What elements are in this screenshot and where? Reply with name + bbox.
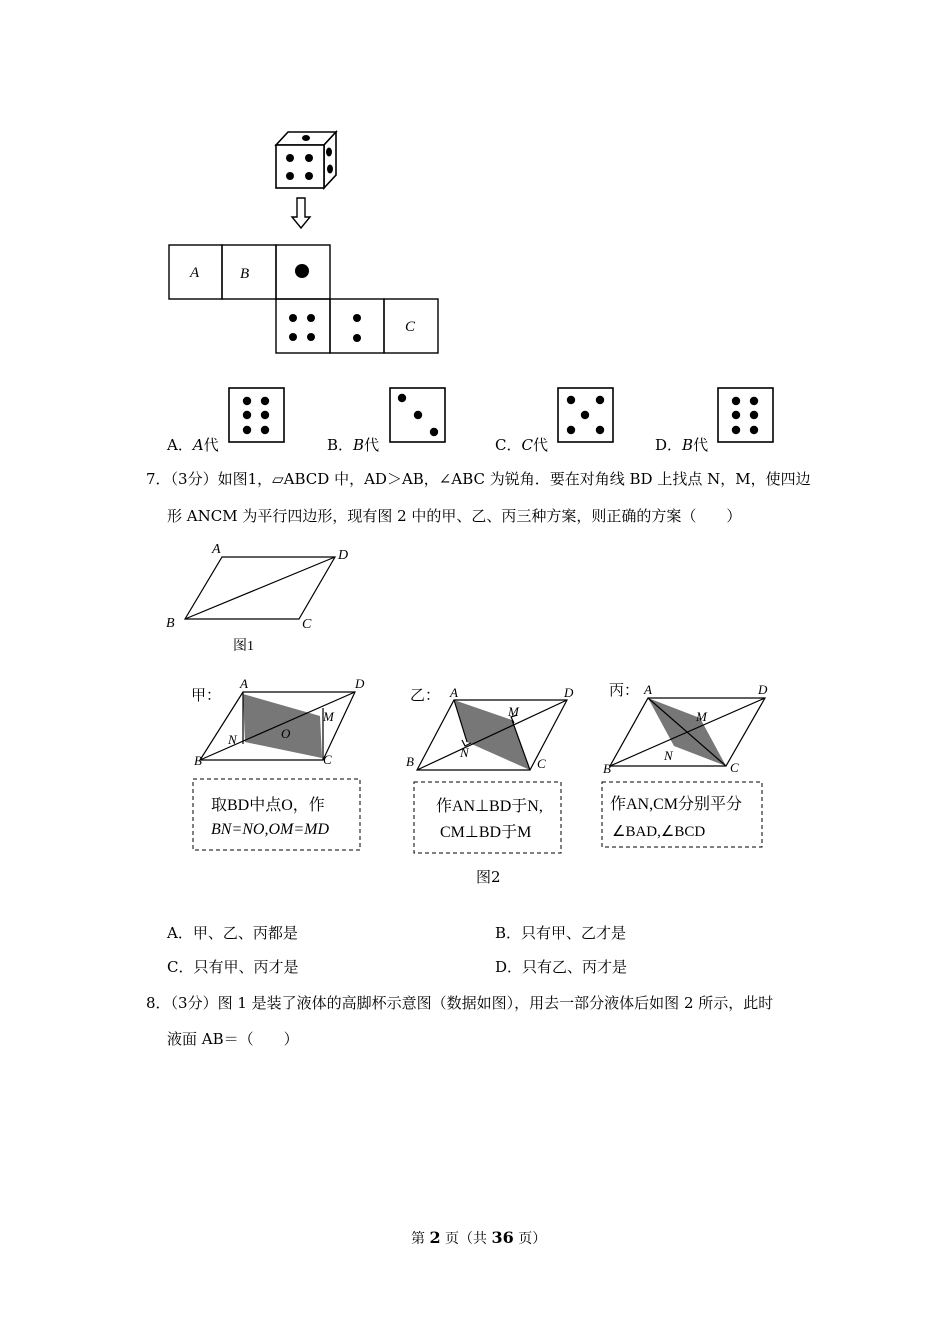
bing-box-line2: ∠BAD,∠BCD [612, 824, 706, 840]
jia-label-b: B [194, 753, 202, 768]
bing-label-b: B [603, 761, 611, 776]
fig1-label-b: B [166, 616, 175, 631]
bing-label-a: A [644, 682, 652, 697]
q7-option-c: C．只有甲、丙才是 [167, 958, 299, 976]
q7-stem-line1: 7．（3分）如图1，▱ABCD 中，AD＞AB，∠ABC 为锐角．要在对角线 BD 上找点 N，M，使四边 [146, 470, 811, 488]
bing-box-line1: 作AN,CM分别平分 [610, 796, 743, 813]
net-pips [289, 264, 361, 342]
q6-option-d: D．B代 [655, 436, 709, 454]
jia-box-line1: 取BD中点O，作 [211, 797, 325, 814]
yi-box-line2: CM⊥BD于M [440, 824, 532, 841]
q7-option-d: D．只有乙、丙才是 [495, 958, 628, 976]
yi-label-m: M [508, 704, 519, 719]
bing-label-d: D [758, 682, 768, 697]
jia-label-a: A [240, 676, 248, 691]
yi-label-n: N [460, 745, 469, 760]
jia-label-c: C [323, 752, 332, 767]
yi-label-a: A [450, 685, 458, 700]
q6-option-d-die [717, 387, 775, 444]
q8-stem-line1: 8．（3分）图 1 是装了液体的高脚杯示意图（数据如图），用去一部分液体后如图 2 所示，此时 [146, 994, 774, 1012]
jia-title: 甲： [191, 688, 222, 704]
yi-label-c: C [537, 756, 546, 771]
net-squares [169, 245, 438, 353]
fig2-caption: 图2 [476, 868, 501, 886]
q6-option-b-die [389, 387, 447, 444]
bing-label-n: N [664, 748, 673, 763]
footer-total-pages: 36 [491, 1228, 514, 1247]
scheme-bing-figure [600, 678, 780, 858]
bing-label-c: C [730, 760, 739, 775]
net-label-b: B [240, 266, 250, 282]
bing-title: 丙： [609, 683, 640, 699]
q6-option-a: A．A代 [167, 436, 219, 454]
q6-option-b: B．B代 [327, 436, 380, 454]
q7-option-a: A．甲、乙、丙都是 [167, 924, 298, 942]
q6-option-c-die [557, 387, 615, 444]
fig1-caption: 图1 [233, 639, 254, 654]
yi-label-d: D [564, 685, 574, 700]
fig1-label-c: C [302, 617, 312, 632]
footer-page-number: 2 [429, 1228, 441, 1247]
jia-label-m: M [323, 709, 334, 724]
q8-stem-line2: 液面 AB＝（ ） [167, 1030, 299, 1048]
jia-label-n: N [228, 732, 237, 747]
fig1-label-a: A [212, 542, 221, 557]
q7-figure-1 [160, 538, 370, 658]
yi-label-b: B [406, 754, 414, 769]
q6-option-c: C．C代 [495, 436, 548, 454]
down-arrow-icon [292, 198, 310, 228]
scheme-jia-figure [185, 672, 375, 857]
jia-label-d: D [355, 676, 365, 691]
bing-label-m: M [696, 709, 707, 724]
jia-label-o: O [281, 726, 291, 741]
net-label-c: C [405, 319, 416, 335]
yi-box-line1: 作AN⊥BD于N, [436, 798, 543, 815]
jia-box-line2: BN=NO,OM=MD [211, 821, 330, 838]
q6-option-a-die [228, 387, 286, 444]
net-label-a: A [190, 265, 200, 281]
q7-stem-line2: 形 ANCM 为平行四边形，现有图 2 中的甲、乙、丙三种方案，则正确的方案（ ） [167, 507, 742, 525]
scheme-yi-figure [402, 680, 587, 860]
yi-title: 乙： [410, 688, 441, 704]
page-footer: 第 2 页（共 36 页） [411, 1228, 547, 1247]
q7-option-b: B．只有甲、乙才是 [495, 924, 627, 942]
fig1-label-d: D [338, 548, 349, 563]
cube-net-figure [160, 125, 460, 360]
